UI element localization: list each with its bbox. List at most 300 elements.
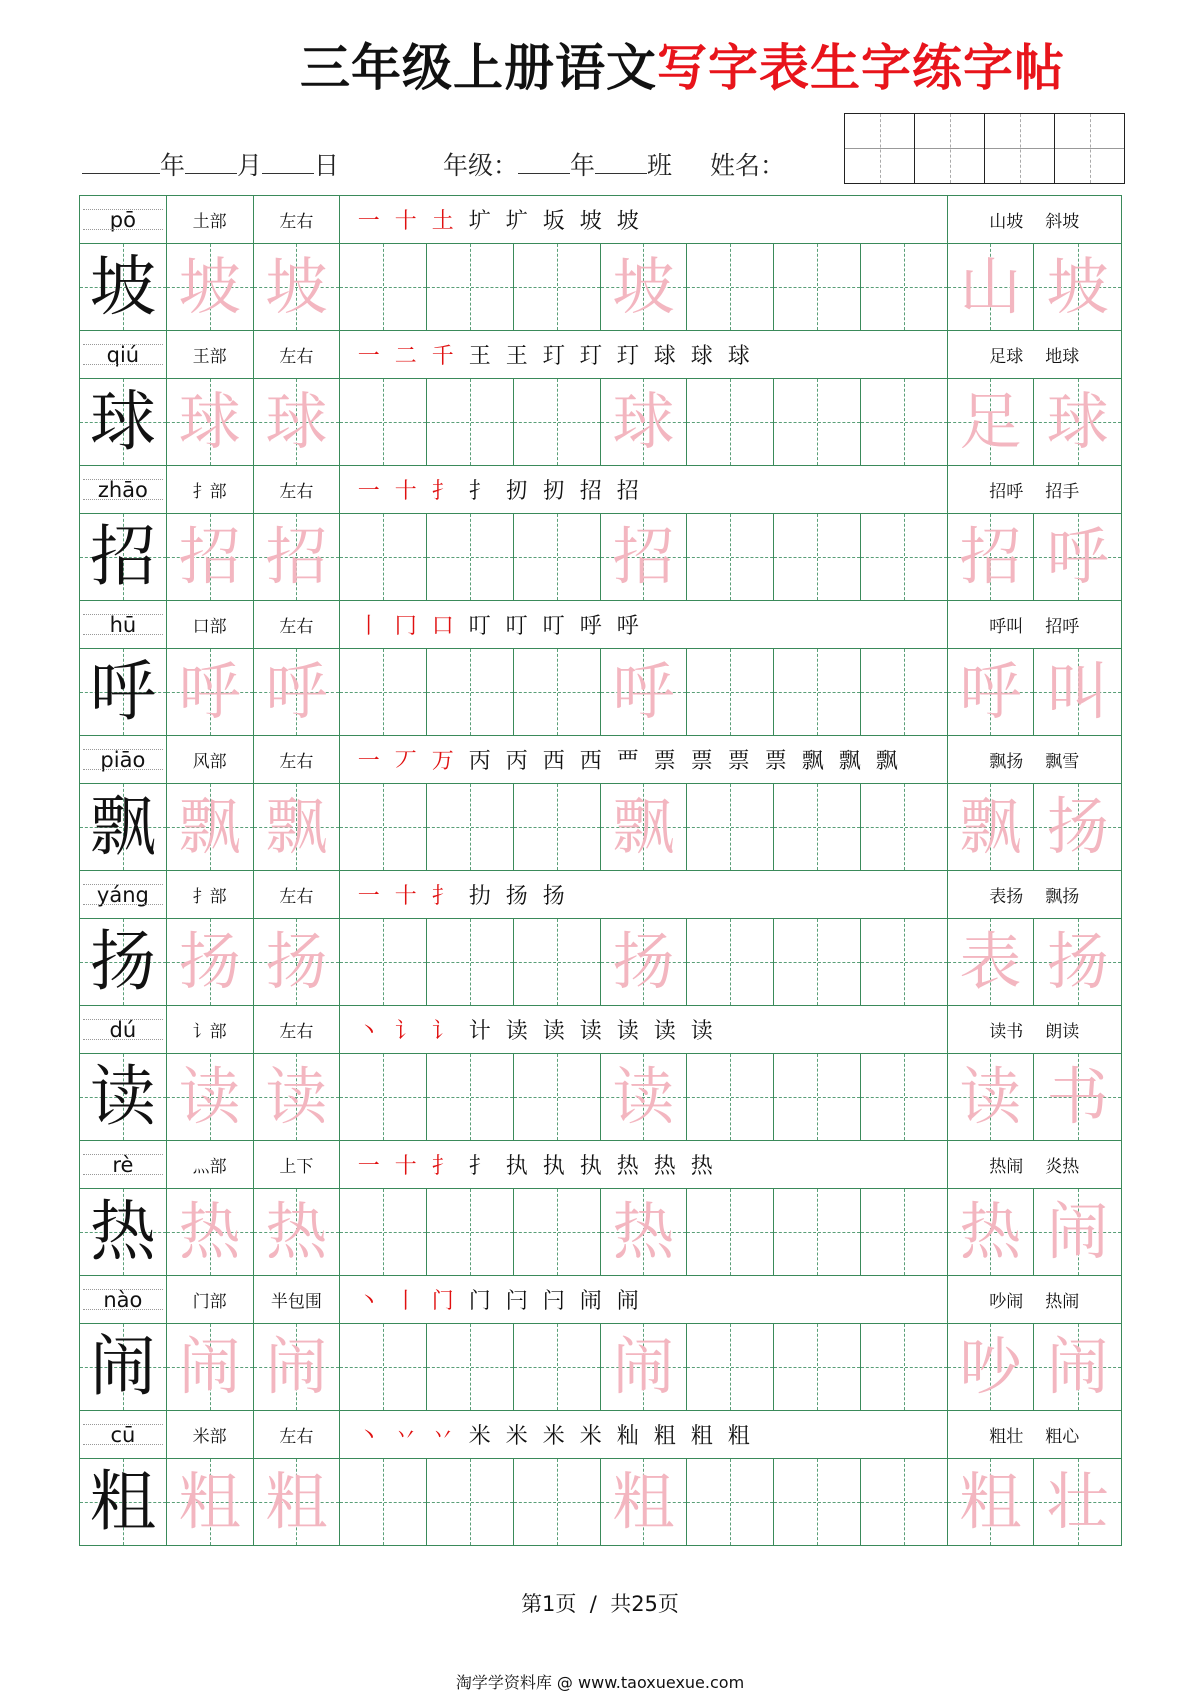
stroke-step: 扨 [505, 479, 528, 504]
trace-character: 粗 [265, 1465, 328, 1538]
stroke-step: 十 [394, 1154, 417, 1179]
trace-character: 呼 [612, 655, 675, 728]
practice-cell[interactable] [80, 514, 167, 600]
practice-cell[interactable] [167, 784, 254, 870]
month-blank[interactable] [185, 151, 237, 174]
stroke-step: 读 [579, 1019, 602, 1044]
practice-cell[interactable] [167, 514, 254, 600]
practice-cell[interactable] [601, 1054, 688, 1140]
model-character: 招 [89, 518, 156, 595]
practice-cell[interactable] [687, 1054, 774, 1140]
practice-cell[interactable] [427, 919, 514, 1005]
trace-word-character: 飘 [959, 790, 1022, 863]
stroke-step: 扨 [542, 479, 565, 504]
practice-cell[interactable] [167, 1324, 254, 1410]
practice-cell[interactable] [687, 244, 774, 330]
practice-cell[interactable] [601, 649, 688, 735]
practice-cell[interactable] [1034, 244, 1121, 330]
practice-row [80, 919, 1121, 1006]
practice-cell[interactable] [340, 919, 427, 1005]
practice-cell[interactable] [167, 379, 254, 465]
practice-cell[interactable] [80, 1189, 167, 1275]
structure: 左右 [254, 601, 341, 648]
practice-cell[interactable] [340, 244, 427, 330]
name-cell[interactable] [1055, 114, 1124, 183]
practice-cell[interactable] [774, 784, 861, 870]
character-block [80, 466, 1121, 601]
info-row [80, 601, 1121, 649]
example-words [948, 466, 1122, 513]
trace-character: 粗 [612, 1465, 675, 1538]
practice-cell[interactable] [948, 919, 1035, 1005]
pinyin: qiú [80, 331, 167, 378]
practice-cell[interactable] [601, 1189, 688, 1275]
stroke-step: 丆 [394, 749, 417, 774]
trace-word-character: 呼 [1046, 520, 1109, 593]
trace-word-character: 球 [1046, 385, 1109, 458]
character-block [80, 331, 1121, 466]
practice-cell[interactable] [254, 1459, 341, 1545]
stroke-step: 米 [542, 1424, 565, 1449]
practice-cell[interactable] [601, 1324, 688, 1410]
trace-word-character: 足 [959, 385, 1022, 458]
name-cell[interactable] [985, 114, 1055, 183]
practice-cell[interactable] [1034, 919, 1121, 1005]
stroke-step: 丶 [357, 1289, 380, 1314]
stroke-step: 十 [394, 884, 417, 909]
info-row [80, 331, 1121, 379]
practice-cell[interactable] [340, 379, 427, 465]
practice-cell[interactable] [861, 514, 948, 600]
practice-cell[interactable] [340, 1324, 427, 1410]
stroke-step: 计 [468, 1019, 491, 1044]
practice-cell[interactable] [427, 514, 514, 600]
practice-cell[interactable] [601, 919, 688, 1005]
practice-cell[interactable] [774, 649, 861, 735]
stroke-order [340, 1141, 947, 1188]
trace-word-character: 读 [959, 1060, 1022, 1133]
stroke-step: 一 [357, 884, 380, 909]
practice-cell[interactable] [1034, 1459, 1121, 1545]
radical: 土部 [167, 196, 254, 243]
info-row [80, 1411, 1121, 1459]
practice-cell[interactable] [254, 1189, 341, 1275]
structure: 左右 [254, 466, 341, 513]
stroke-step: 坡 [616, 209, 639, 234]
student-info-line [82, 146, 785, 182]
stroke-order [340, 736, 947, 783]
structure: 左右 [254, 1006, 341, 1053]
practice-cell[interactable] [861, 244, 948, 330]
practice-cell[interactable] [861, 919, 948, 1005]
stroke-step: 执 [505, 1154, 528, 1179]
stroke-order [340, 196, 947, 243]
practice-cell[interactable] [340, 784, 427, 870]
stroke-step: 讠 [431, 1019, 454, 1044]
trace-word-character: 闹 [1046, 1195, 1109, 1268]
day-label: 日 [314, 151, 340, 180]
stroke-step: 票 [690, 749, 713, 774]
practice-cell[interactable] [774, 919, 861, 1005]
model-character: 球 [89, 383, 156, 460]
stroke-step: 西 [579, 749, 602, 774]
stroke-step: 讠 [394, 1019, 417, 1044]
trace-word-character: 呼 [959, 655, 1022, 728]
practice-cell[interactable] [514, 1189, 601, 1275]
stroke-step: 读 [690, 1019, 713, 1044]
practice-cell[interactable] [687, 1189, 774, 1275]
example-words [948, 871, 1122, 918]
practice-cell[interactable] [80, 379, 167, 465]
practice-cell[interactable] [340, 1459, 427, 1545]
grade-year-blank[interactable] [518, 151, 570, 174]
practice-cell[interactable] [1034, 1324, 1121, 1410]
year-label: 年 [160, 151, 186, 180]
practice-cell[interactable] [601, 1459, 688, 1545]
practice-cell[interactable] [80, 919, 167, 1005]
practice-cell[interactable] [80, 244, 167, 330]
practice-cell[interactable] [514, 379, 601, 465]
character-block [80, 196, 1121, 331]
pinyin: piāo [80, 736, 167, 783]
practice-row [80, 1054, 1121, 1141]
trace-character: 闹 [178, 1330, 241, 1403]
practice-row [80, 1324, 1121, 1411]
trace-word-character: 吵 [959, 1330, 1022, 1403]
practice-cell[interactable] [601, 514, 688, 600]
radical: 门部 [167, 1276, 254, 1323]
practice-cell[interactable] [514, 1459, 601, 1545]
practice-cell[interactable] [427, 649, 514, 735]
stroke-step: 叮 [468, 614, 491, 639]
practice-cell[interactable] [514, 784, 601, 870]
practice-cell[interactable] [948, 514, 1035, 600]
name-cell[interactable] [915, 114, 985, 183]
practice-row [80, 514, 1121, 601]
stroke-step: 叮 [542, 614, 565, 639]
trace-character: 读 [265, 1060, 328, 1133]
stroke-step: 读 [542, 1019, 565, 1044]
stroke-step: 扌 [431, 1154, 454, 1179]
practice-cell[interactable] [80, 1459, 167, 1545]
practice-cell[interactable] [948, 649, 1035, 735]
practice-cell[interactable] [687, 1324, 774, 1410]
practice-cell[interactable] [167, 649, 254, 735]
trace-character: 飘 [178, 790, 241, 863]
practice-cell[interactable] [948, 1054, 1035, 1140]
stroke-step: 闩 [505, 1289, 528, 1314]
radical: 口部 [167, 601, 254, 648]
structure: 左右 [254, 331, 341, 378]
stroke-order [340, 331, 947, 378]
stroke-step: 千 [431, 344, 454, 369]
trace-character: 扬 [612, 925, 675, 998]
example-word: 呼叫 [989, 617, 1024, 637]
stroke-step: 一 [357, 479, 380, 504]
example-word: 招呼 [989, 482, 1024, 502]
practice-cell[interactable] [861, 649, 948, 735]
stroke-step: 土 [431, 209, 454, 234]
name-label: 姓名： [709, 151, 785, 180]
practice-cell[interactable] [254, 244, 341, 330]
model-character: 呼 [89, 653, 156, 730]
radical: 讠部 [167, 1006, 254, 1053]
trace-character: 粗 [178, 1465, 241, 1538]
practice-cell[interactable] [427, 1189, 514, 1275]
trace-character: 热 [612, 1195, 675, 1268]
practice-cell[interactable] [774, 1189, 861, 1275]
stroke-step: 票 [653, 749, 676, 774]
practice-cell[interactable] [861, 1054, 948, 1140]
radical: 扌部 [167, 466, 254, 513]
example-word: 吵闹 [989, 1292, 1024, 1312]
class-label: 班 [646, 151, 672, 180]
stroke-step: 门 [468, 1289, 491, 1314]
practice-cell[interactable] [254, 649, 341, 735]
practice-cell[interactable] [1034, 784, 1121, 870]
practice-cell[interactable] [774, 1324, 861, 1410]
radical: 米部 [167, 1411, 254, 1458]
stroke-step: 丶 [357, 1424, 380, 1449]
trace-word-character: 扬 [1046, 790, 1109, 863]
practice-cell[interactable] [427, 1459, 514, 1545]
practice-cell[interactable] [167, 919, 254, 1005]
practice-cell[interactable] [948, 244, 1035, 330]
stroke-step: 票 [727, 749, 750, 774]
example-word: 飘雪 [1045, 752, 1080, 772]
trace-character: 飘 [265, 790, 328, 863]
pinyin: rè [80, 1141, 167, 1188]
stroke-step: 叮 [505, 614, 528, 639]
example-word: 粗心 [1045, 1427, 1080, 1447]
year-blank[interactable] [82, 151, 160, 174]
stroke-step: 圹 [505, 209, 528, 234]
practice-cell[interactable] [340, 649, 427, 735]
practice-cell[interactable] [774, 514, 861, 600]
example-word: 招手 [1045, 482, 1080, 502]
practice-cell[interactable] [514, 1054, 601, 1140]
practice-cell[interactable] [514, 919, 601, 1005]
stroke-step: 扌 [431, 884, 454, 909]
trace-word-character: 粗 [959, 1465, 1022, 1538]
stroke-step: 丙 [505, 749, 528, 774]
trace-character: 球 [612, 385, 675, 458]
pinyin: pō [80, 196, 167, 243]
stroke-step: 票 [764, 749, 787, 774]
stroke-step: 飘 [875, 749, 898, 774]
example-word: 飘扬 [1045, 887, 1080, 907]
grade-year-label: 年 [569, 151, 595, 180]
practice-cell[interactable] [427, 379, 514, 465]
stroke-step: 丷 [394, 1424, 417, 1449]
trace-word-character: 壮 [1046, 1465, 1109, 1538]
practice-cell[interactable] [514, 649, 601, 735]
stroke-step: 飘 [838, 749, 861, 774]
practice-cell[interactable] [254, 514, 341, 600]
radical: 王部 [167, 331, 254, 378]
practice-cell[interactable] [167, 244, 254, 330]
stroke-step: 闩 [542, 1289, 565, 1314]
info-row [80, 736, 1121, 784]
model-character: 飘 [89, 788, 156, 865]
stroke-step: 玎 [579, 344, 602, 369]
stroke-step: 丷 [431, 1424, 454, 1449]
trace-word-character: 表 [959, 925, 1022, 998]
practice-cell[interactable] [774, 244, 861, 330]
practice-cell[interactable] [687, 514, 774, 600]
practice-cell[interactable] [601, 379, 688, 465]
practice-cell[interactable] [514, 244, 601, 330]
practice-cell[interactable] [1034, 379, 1121, 465]
trace-character: 飘 [612, 790, 675, 863]
practice-cell[interactable] [948, 784, 1035, 870]
practice-cell[interactable] [861, 1189, 948, 1275]
trace-character: 招 [265, 520, 328, 593]
practice-cell[interactable] [948, 379, 1035, 465]
stroke-step: 一 [357, 749, 380, 774]
practice-cell[interactable] [948, 1189, 1035, 1275]
stroke-step: 执 [542, 1154, 565, 1179]
practice-cell[interactable] [1034, 514, 1121, 600]
pinyin: dú [80, 1006, 167, 1053]
practice-row [80, 379, 1121, 466]
trace-character: 坡 [265, 250, 328, 323]
stroke-step: 丨 [357, 614, 380, 639]
practice-cell[interactable] [1034, 1189, 1121, 1275]
practice-cell[interactable] [514, 1324, 601, 1410]
practice-cell[interactable] [254, 1324, 341, 1410]
example-words [948, 1276, 1122, 1323]
practice-cell[interactable] [80, 1324, 167, 1410]
stroke-step: 十 [394, 479, 417, 504]
stroke-step: 一 [357, 1154, 380, 1179]
title-black: 三年级上册语文 [300, 39, 657, 97]
practice-cell[interactable] [687, 784, 774, 870]
day-blank[interactable] [262, 151, 314, 174]
example-word: 地球 [1045, 347, 1080, 367]
practice-cell[interactable] [340, 1054, 427, 1140]
practice-cell[interactable] [254, 379, 341, 465]
practice-cell[interactable] [254, 784, 341, 870]
class-blank[interactable] [595, 151, 647, 174]
stroke-step: 王 [505, 344, 528, 369]
stroke-step: 扌 [468, 479, 491, 504]
stroke-step: 王 [468, 344, 491, 369]
grade-label: 年级： [442, 151, 518, 180]
practice-cell[interactable] [687, 1459, 774, 1545]
stroke-step: 玎 [542, 344, 565, 369]
practice-cell[interactable] [1034, 1054, 1121, 1140]
info-row [80, 196, 1121, 244]
example-word: 朗读 [1045, 1022, 1080, 1042]
practice-cell[interactable] [427, 244, 514, 330]
stroke-step: 坂 [542, 209, 565, 234]
practice-cell[interactable] [774, 1054, 861, 1140]
trace-character: 热 [265, 1195, 328, 1268]
practice-cell[interactable] [861, 784, 948, 870]
trace-word-character: 山 [959, 250, 1022, 323]
practice-cell[interactable] [687, 379, 774, 465]
practice-cell[interactable] [254, 1054, 341, 1140]
stroke-step: 球 [653, 344, 676, 369]
practice-cell[interactable] [427, 1054, 514, 1140]
practice-cell[interactable] [80, 649, 167, 735]
practice-cell[interactable] [80, 1054, 167, 1140]
name-boxes[interactable] [844, 113, 1125, 184]
practice-cell[interactable] [167, 1189, 254, 1275]
practice-cell[interactable] [340, 514, 427, 600]
practice-cell[interactable] [427, 784, 514, 870]
practice-cell[interactable] [340, 1189, 427, 1275]
name-cell[interactable] [845, 114, 915, 183]
trace-character: 球 [265, 385, 328, 458]
example-words [948, 1411, 1122, 1458]
practice-cell[interactable] [687, 919, 774, 1005]
practice-cell[interactable] [427, 1324, 514, 1410]
radical: 风部 [167, 736, 254, 783]
info-row [80, 1141, 1121, 1189]
stroke-step: 热 [653, 1154, 676, 1179]
structure: 左右 [254, 196, 341, 243]
practice-cell[interactable] [80, 784, 167, 870]
structure: 半包围 [254, 1276, 341, 1323]
trace-word-character: 扬 [1046, 925, 1109, 998]
info-row [80, 871, 1121, 919]
practice-cell[interactable] [514, 514, 601, 600]
stroke-step: 圹 [468, 209, 491, 234]
character-block [80, 1276, 1121, 1411]
stroke-step: 扐 [468, 884, 491, 909]
practice-cell[interactable] [774, 1459, 861, 1545]
stroke-step: 扬 [542, 884, 565, 909]
practice-cell[interactable] [948, 1324, 1035, 1410]
stroke-order [340, 1006, 947, 1053]
pinyin: zhāo [80, 466, 167, 513]
practice-sheet [79, 195, 1122, 1546]
stroke-step: 万 [431, 749, 454, 774]
practice-cell[interactable] [861, 379, 948, 465]
structure: 左右 [254, 736, 341, 783]
stroke-step: 粗 [690, 1424, 713, 1449]
page-title [300, 28, 1065, 100]
info-row [80, 1006, 1121, 1054]
practice-cell[interactable] [601, 784, 688, 870]
stroke-step: 读 [616, 1019, 639, 1044]
character-block [80, 736, 1121, 871]
stroke-step: 一 [357, 344, 380, 369]
practice-cell[interactable] [774, 379, 861, 465]
radical: 灬部 [167, 1141, 254, 1188]
practice-cell[interactable] [948, 1459, 1035, 1545]
stroke-step: 呼 [579, 614, 602, 639]
info-row [80, 466, 1121, 514]
practice-cell[interactable] [861, 1324, 948, 1410]
practice-cell[interactable] [601, 244, 688, 330]
trace-word-character: 热 [959, 1195, 1022, 1268]
pinyin: yáng [80, 871, 167, 918]
practice-cell[interactable] [861, 1459, 948, 1545]
example-word: 足球 [989, 347, 1024, 367]
practice-cell[interactable] [1034, 649, 1121, 735]
stroke-step: 米 [505, 1424, 528, 1449]
stroke-step: 热 [616, 1154, 639, 1179]
practice-cell[interactable] [167, 1459, 254, 1545]
radical: 扌部 [167, 871, 254, 918]
practice-cell[interactable] [254, 919, 341, 1005]
practice-cell[interactable] [167, 1054, 254, 1140]
practice-cell[interactable] [687, 649, 774, 735]
example-words [948, 1141, 1122, 1188]
